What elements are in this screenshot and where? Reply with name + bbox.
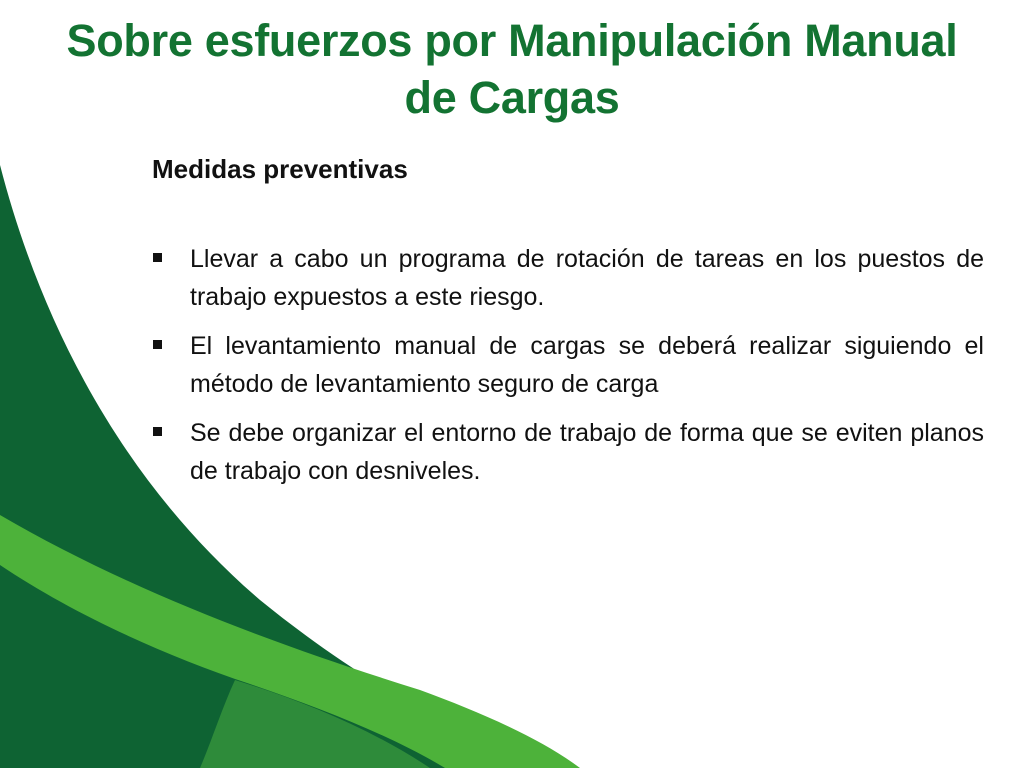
page-title: Sobre esfuerzos por Manipulación Manual de Cargas [66, 15, 958, 123]
bullet-list [152, 240, 984, 501]
section-subtitle: Medidas preventivas [152, 154, 408, 184]
square-bullet-icon [153, 340, 162, 349]
bullet-item [152, 240, 984, 316]
bullet-text: Se debe organizar el entorno de trabajo de forma que se eviten planos de trabajo con desniveles. [190, 419, 984, 485]
bullet-text: Llevar a cabo un programa de rotación de tareas en los puestos de trabajo expuestos a este riesgo. [190, 245, 984, 311]
square-bullet-icon [153, 253, 162, 262]
bullet-text: El levantamiento manual de cargas se deberá realizar siguiendo el método de levantamiento seguro de carga [190, 332, 984, 398]
square-bullet-icon [153, 427, 162, 436]
bullet-item [152, 327, 984, 403]
bullet-item [152, 414, 984, 490]
